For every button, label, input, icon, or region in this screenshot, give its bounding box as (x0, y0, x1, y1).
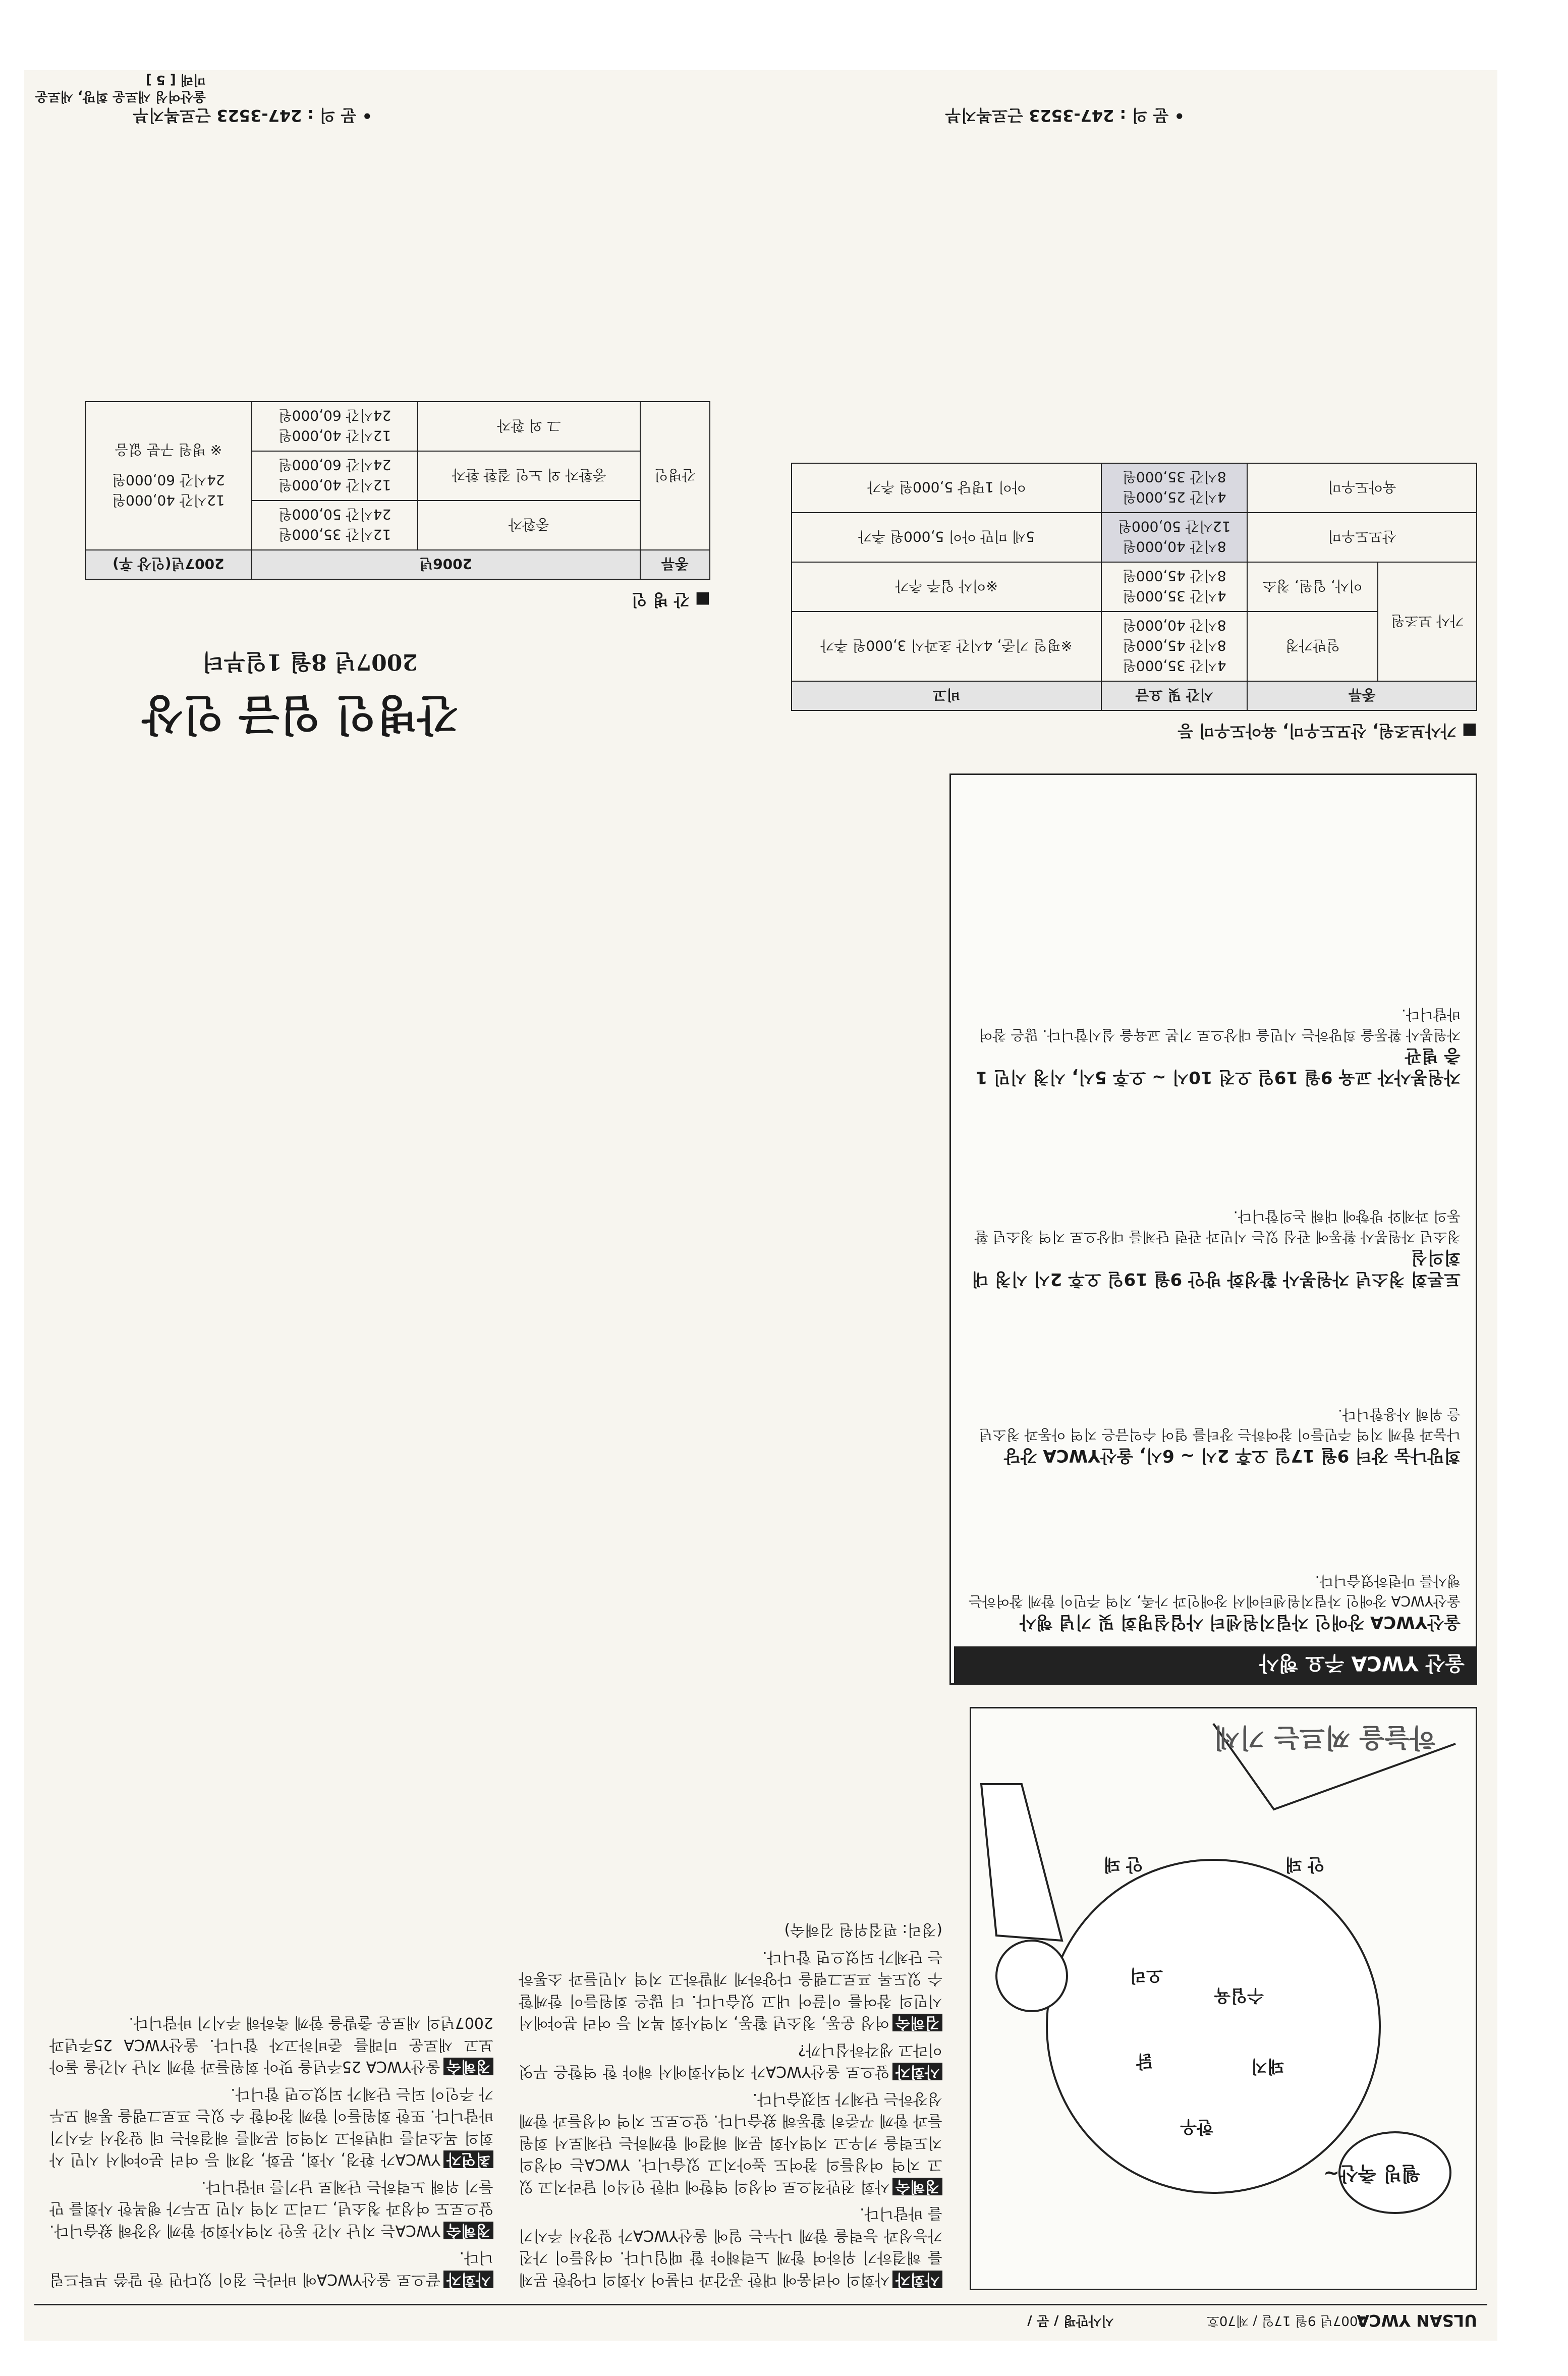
issue-date: 2007년 9월 17일 / 제70호 (1206, 2313, 1366, 2328)
event-title: 희망나눔 장터 9월 17일 오후 2시 ~ 6시, 울산YWCA 강당 (1003, 1446, 1461, 1466)
note-cell: 5세 미만 아이 5,000원 추가 (792, 513, 1101, 562)
caregiver-section-label: ■ 간 병 인 (631, 590, 710, 610)
price-cell: 8시간 40,000원 12시간 50,000원 (1101, 513, 1247, 562)
cartoon-label-0: 한우 (1180, 2117, 1213, 2137)
note-cell: ※이사 입주 추가 (792, 562, 1101, 612)
event-title: 자원봉사자 교육 9월 19일 오전 10시 ~ 오후 5시, 시청 시민 1층 별관 (975, 1045, 1461, 1087)
col-header: 종류 (1247, 681, 1477, 710)
cartoon-label-4: 오리 (1130, 1965, 1163, 1985)
row-sub: 일반가정 (1247, 612, 1378, 681)
cartoon-shout-0: 안 돼 (1285, 1854, 1324, 1874)
cartoon-label-1: 돼지 (1251, 2056, 1284, 2076)
events-box (949, 773, 1477, 1685)
fee-subtitle: 2007년 8월 1일부터 (202, 649, 418, 675)
housework-contact: • 문 의 : 247-3523 근로복지부 (945, 106, 1185, 125)
row-group: 산모도우미 (1247, 513, 1477, 562)
interview-paragraph: 사회자앞으로 울산YWCA가 지역사회에서 해야 할 역할은 무엇이라고 생각하십니까? (519, 2041, 942, 2081)
row-group: 육아도우미 (1247, 463, 1477, 513)
event-item (966, 1570, 1461, 1633)
price-cell: 4시간 35,000원 8시간 45,000원 8시간 40,000원 (1101, 612, 1247, 681)
col-header: 비고 (792, 681, 1101, 710)
interview-paragraph: 정혜숙울산YWCA 25주년을 맞아 회원들과 함께 지난 시간을 돌아보고 새로운 미래를 준비하고자 합니다. 울산YWCA 25주년과 2007년의 새로운 출발을 함께 축하해 주시기 바랍니다. (49, 2014, 493, 2076)
note-cell: ※평일 기준, 4시간 초과시 3,000원 추가 (792, 612, 1101, 681)
event-body: 울산YWCA 장애인 자립지원센터에서 장애인과 가족, 지역 주민이 함께 참여하는 행사를 마련하였습니다. (968, 1572, 1461, 1610)
header-rule (34, 2304, 1487, 2305)
interview-column-2 (49, 777, 493, 2290)
cartoon-title: 하늘을 찌르는 기세 (1214, 1722, 1435, 1753)
event-title: 울산YWCA 장애인 자립지원센터 사업설명회 및 기념 행사 (1019, 1612, 1461, 1632)
housework-fee-table (791, 463, 1477, 711)
interview-paragraph: 김해숙여성 운동, 청소년 활동, 지역사회 복지 등 여러 분야에서 시민의 참여를 이끌어 내고 있습니다. 더 많은 회원들이 함께할 수 있도록 프로그램을 다양하게 개발하고 지역 시민들과 소통하는 단체가 되었으면 합니다. (519, 1948, 942, 2032)
event-item (966, 1004, 1461, 1088)
masthead: ULSAN YWCA (1357, 2311, 1477, 2330)
events-band: 울산 YWCA 주요 행사 (954, 1646, 1476, 1683)
row-sub: 이사, 입원, 청소 (1247, 562, 1378, 612)
row-category: 간병인 (640, 402, 710, 550)
cartoon-label-3: 수입육 (1214, 1985, 1264, 2006)
speech-bubble: 웰빙 축산~ (1323, 2163, 1420, 2185)
interview-paragraph: 최연자YWCA가 환경, 사회, 문화, 경제 등 여러 분야에서 시민 사회의 목소리를 대변하고 지역의 문제를 해결하는 데 앞장서 주시기 바랍니다. 또한 회원들이 함께 참여할 수 있는 프로그램을 통해 모두가 주인이 되는 단체가 되었으면 합니다. (49, 2085, 493, 2169)
interview-paragraph: 정혜숙사회 전반적으로 여성의 역할에 대한 인식이 달라지고 있고 지역 여성들의 참여도 높아지고 있습니다. YWCA는 여성의 지도력을 키우고 지역사회 문제 해결에 함께하는 단체로서 회원들과 함께 꾸준히 활동해 왔습니다. 앞으로도 지역 여성들과 함께 성장하는 단체가 되겠습니다. (519, 2090, 942, 2195)
note-cell: 아이 1명당 5,000원 추가 (792, 463, 1101, 513)
col-header: 시간 및 요금 (1101, 681, 1247, 710)
event-body: 나눔과 함께 지역 주민들이 참여하는 장터를 열어 수익금은 지역 아동과 청소년을 위해 사용합니다. (979, 1406, 1461, 1444)
event-title: 토론회 청소년 자원봉사 활성화 방안 9월 19일 오후 2시 시청 대회의실 (972, 1247, 1461, 1289)
interview-paragraph: 사회자사회의 어려움에 대한 공감과 더불어 사회의 다양한 문제를 해결하기 위하여 함께 노력해야 할 때입니다. 여성들이 가진 가능성과 능력을 함께 나누는 일에 울산YWCA가 앞장서 주시기를 바랍니다. (519, 2204, 942, 2288)
housework-section-label: ■ 가사보조원, 산모도우미, 육아도우미 등 (1178, 722, 1477, 741)
caregiver-contact: • 문 의 : 247-3523 근로복지부 (133, 106, 372, 125)
event-item (966, 1404, 1461, 1466)
price-cell: 4시간 35,000원 8시간 45,000원 (1101, 562, 1247, 612)
section-label: 시사만평 / 문 / (1027, 2313, 1114, 2328)
page-label: 울산여성 새로운 희망, 새로운 미래 [ 5 ] (35, 72, 206, 104)
fee-cell: 12시간 40,000원 24시간 60,000원 (252, 402, 418, 451)
interview-credit: (정리: 편집위원 김해숙) (784, 1921, 942, 1939)
event-body: 자원봉사 활동을 희망하는 시민을 대상으로 기본 교육을 실시합니다. 많은 참여 바랍니다. (979, 1006, 1461, 1043)
row-type: 중환자 외 노인 질환 환자 (418, 451, 640, 501)
cartoon-shout-1: 안 돼 (1103, 1854, 1143, 1874)
fee-cell: 12시간 35,000원 24시간 50,000원 (252, 501, 418, 550)
cartoon-label-2: 닭 (1136, 2051, 1153, 2071)
col-header: 2007년(인상 후) (85, 550, 252, 579)
row-type: 그 외 환자 (418, 402, 640, 451)
cartoon-panel (970, 1707, 1477, 2290)
row-group: 가사 보조원 (1378, 562, 1477, 681)
col-header: 2006년 (252, 550, 640, 579)
interview-paragraph: 사회자끝으로 울산YWCA에 바라는 점이 있다면 한 말씀 부탁드립니다. (49, 2248, 493, 2288)
event-body: 청소년 자원봉사 활동에 관심 있는 시민과 관련 단체를 대상으로 지역 청소년 활동의 과제와 방향에 대해 논의합니다. (974, 1208, 1461, 1245)
fee-cell-new: 12시간 40,000원 24시간 60,000원 ※ 병원 구분 없음 (85, 402, 252, 550)
page-sheet (24, 70, 1497, 2341)
fee-cell: 12시간 40,000원 24시간 60,000원 (252, 451, 418, 501)
caregiver-fee-table (85, 401, 710, 580)
col-header: 종류 (640, 550, 710, 579)
fee-title: 간병인 임금 인상 (142, 690, 458, 740)
interview-paragraph: 정혜숙YWCA는 지난 시간 동안 지역사회와 함께 성장해 왔습니다. 앞으로도 여성과 청소년, 그리고 지역 시민 모두가 행복한 사회를 만들기 위해 노력하는 단체로 남기를 바랍니다. (49, 2178, 493, 2239)
price-cell: 4시간 25,000원 8시간 35,000원 (1101, 463, 1247, 513)
row-type: 중환자 (418, 501, 640, 550)
interview-column-1 (519, 777, 942, 2290)
event-item (966, 1206, 1461, 1290)
